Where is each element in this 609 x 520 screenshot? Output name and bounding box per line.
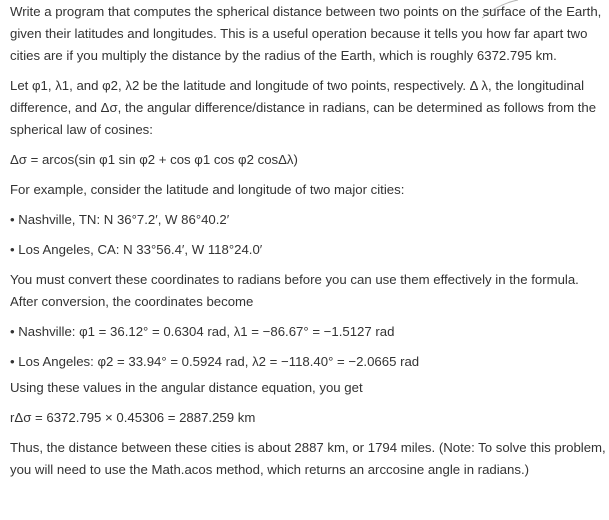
law-of-cosines-formula: Δσ = arcos(sin φ1 sin φ2 + cos φ1 cos φ2 cosΔλ) [10,152,298,167]
city-los-angeles-radians: • Los Angeles: φ2 = 33.94° = 0.5924 rad, λ2 = −118.40° = −2.0665 rad [10,354,420,369]
intro-paragraph: Write a program that computes the spherical distance between two points on the surface of the Earth, given their latitudes and longitudes. This is a useful operation because it tells you how far apart two cities are if you multiply the distance by the radius of the Earth, which is roughly 6372.795 km. [10,4,602,63]
definition-paragraph: Let φ1, λ1, and φ2, λ2 be the latitude and longitude of two points, respectively. Δ λ, the longitudinal difference, and Δσ, the angular difference/distance in radians, can be determined as follows from the spherical law of cosines: [10,78,597,137]
problem-text [10,1,606,481]
city-nashville-coords: • Nashville, TN: N 36°7.2′, W 86°40.2′ [10,212,230,227]
convert-paragraph: You must convert these coordinates to radians before you can use them effectively in the formula. After conversion, the coordinates become [10,272,579,309]
using-values-paragraph: Using these values in the angular distance equation, you get [10,380,363,395]
conclusion-paragraph: Thus, the distance between these cities is about 2887 km, or 1794 miles. (Note: To solve this problem, you will need to use the Math.acos method, which returns an arccosine angle in radians.) [10,440,606,477]
city-los-angeles-coords: • Los Angeles, CA: N 33°56.4′, W 118°24.0′ [10,242,263,257]
city-nashville-radians: • Nashville: φ1 = 36.12° = 0.6304 rad, λ1 = −86.67° = −1.5127 rad [10,324,395,339]
example-intro: For example, consider the latitude and longitude of two major cities: [10,182,405,197]
distance-result: rΔσ = 6372.795 × 0.45306 = 2887.259 km [10,410,256,425]
